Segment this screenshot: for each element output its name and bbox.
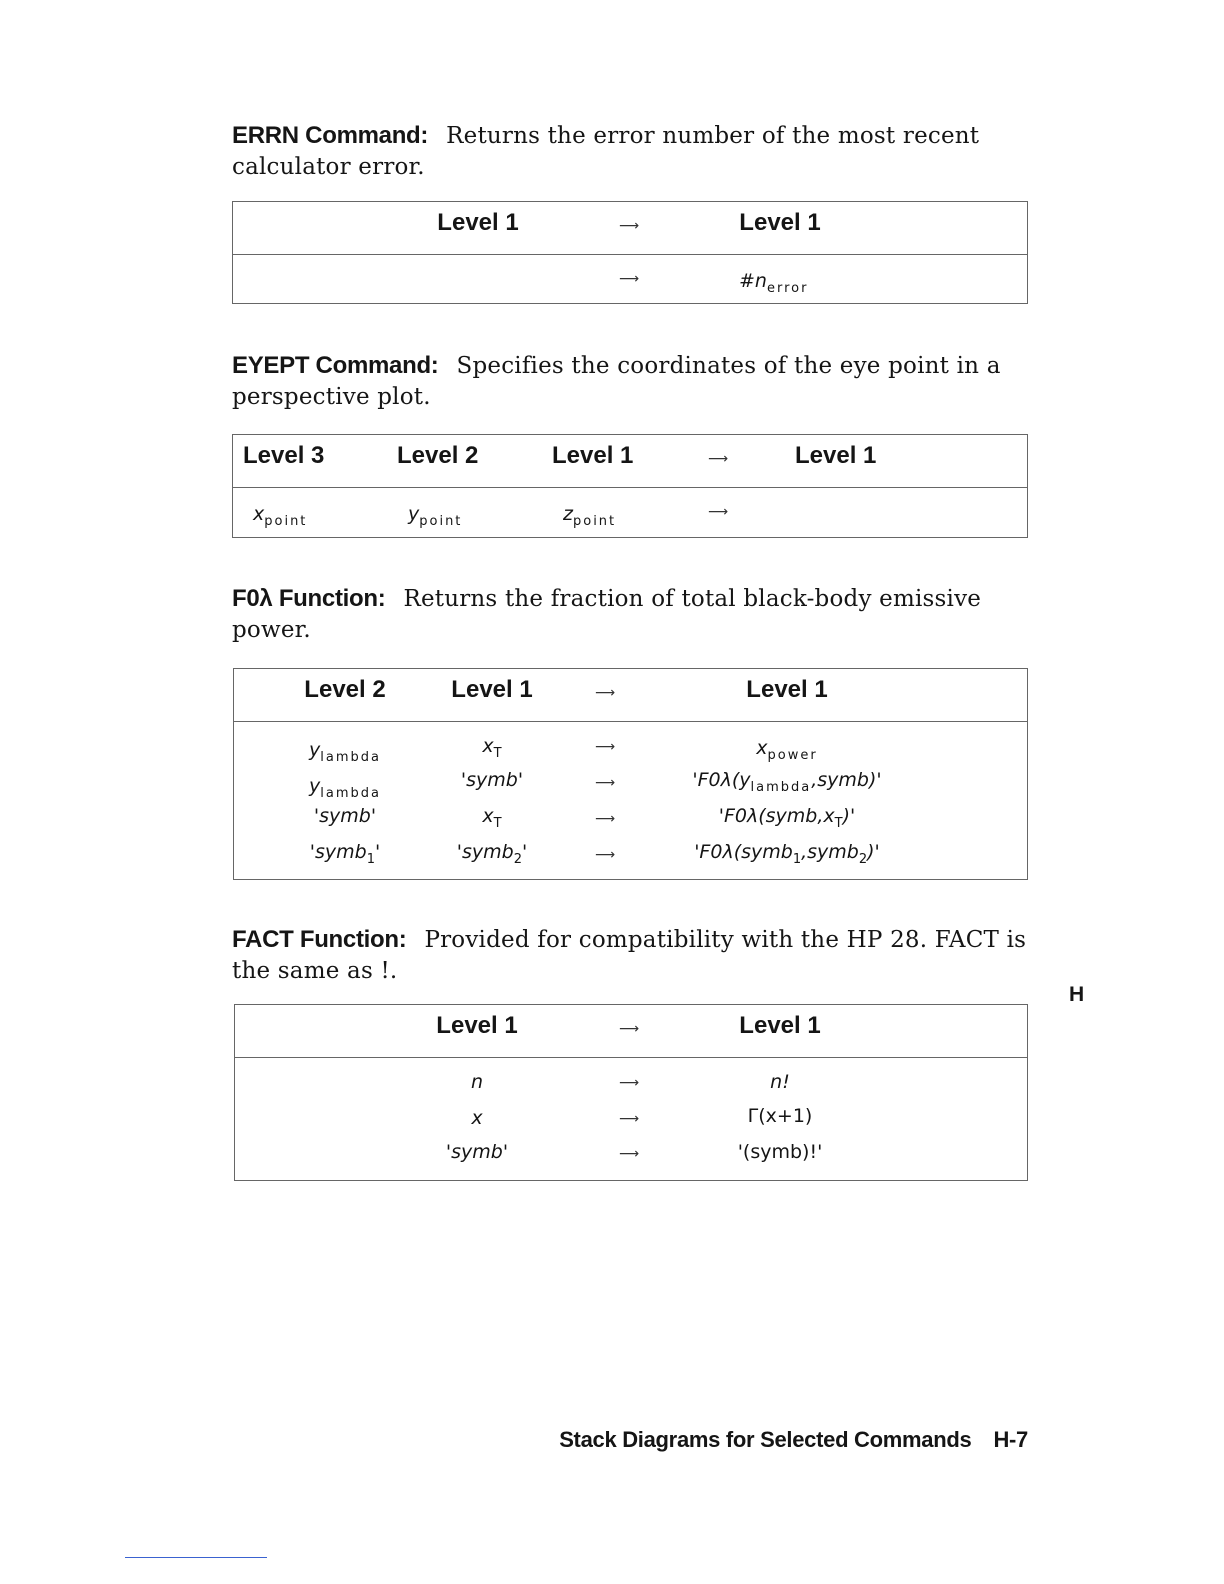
header-level-1-out: Level 1	[795, 442, 877, 469]
table-header-row	[233, 202, 1027, 255]
eyept-description: Specifies the coordinates of the eye point in a perspective plot.	[232, 353, 1001, 410]
table-row-3-level-2: 'symb'	[313, 805, 377, 827]
table-row-2-input: x	[471, 1107, 483, 1129]
eyept-z: $z_{point}$	[563, 503, 617, 529]
table-row-1-input: n	[470, 1071, 484, 1093]
fact-title: FACT Function:	[232, 926, 407, 953]
f0l-intro	[232, 583, 1028, 646]
table-header-row	[234, 669, 1027, 722]
arrow-icon: ⟶	[707, 504, 729, 520]
table-row-4-level-1: 'symb$_2$'	[456, 841, 528, 867]
table-row-4-output: 'F0λ(symb$_1$,symb$_2$)'	[694, 841, 880, 867]
eyept-title: EYEPT Command:	[232, 352, 439, 379]
table-row-3-input: 'symb'	[445, 1141, 509, 1163]
header-level-1-in: Level 1	[437, 209, 519, 236]
footer-title: Stack Diagrams for Selected Commands	[559, 1427, 972, 1452]
arrow-icon: ⟶	[594, 775, 616, 791]
table-row-2-level-1: 'symb'	[460, 769, 524, 791]
arrow-icon: ⟶	[594, 739, 616, 755]
table-row-1-output: n!	[770, 1071, 790, 1093]
arrow-icon: ⟶	[618, 1075, 640, 1091]
arrow-icon: ⟶	[594, 811, 616, 827]
errn-title: ERRN Command:	[232, 122, 429, 149]
header-level-2: Level 2	[397, 442, 479, 469]
table-row-2-output: Γ(x+1)	[747, 1105, 813, 1127]
f0l-title: F0λ Function:	[232, 585, 386, 612]
page-number: H-7	[993, 1427, 1028, 1452]
header-level-1-out: Level 1	[739, 1012, 821, 1039]
appendix-tab-label: H	[1069, 983, 1085, 1006]
f0l-stack-table	[233, 668, 1028, 880]
header-level-1-out: Level 1	[746, 676, 828, 703]
table-row-3-output: '$F0\lambda(symb,x_T)$'	[718, 805, 856, 831]
fact-description: Provided for compatibility with the HP 28. FACT is the same as !.	[232, 927, 1027, 984]
fact-stack-table	[234, 1004, 1028, 1181]
table-row-3-output: '(symb)!'	[737, 1141, 823, 1163]
header-level-1-in: Level 1	[552, 442, 634, 469]
errn-description: Returns the error number of the most recent calculator error.	[232, 123, 980, 180]
arrow-icon: ⟶	[618, 218, 640, 234]
errn-stack-table	[232, 201, 1028, 304]
arrow-icon: ⟶	[618, 1146, 640, 1162]
table-row-1-output: $x_{power}$	[756, 737, 818, 763]
table-row-2-output: '$F0\lambda(y_{lambda},symb)$'	[692, 769, 882, 795]
page-footer	[559, 1427, 1028, 1453]
table-row-4-level-2: 'symb$_1$'	[309, 841, 381, 867]
arrow-icon: ⟶	[594, 847, 616, 863]
eyept-intro	[232, 350, 1028, 413]
fact-section	[232, 924, 1028, 987]
table-row-3-level-1: $x_T$	[482, 805, 502, 831]
eyept-x: $x_{point}$	[253, 503, 308, 529]
arrow-icon: ⟶	[618, 271, 640, 287]
table-header-row	[235, 1005, 1027, 1058]
header-level-1-in: Level 1	[436, 1012, 518, 1039]
header-level-1-out: Level 1	[739, 209, 821, 236]
header-level-2: Level 2	[304, 676, 386, 703]
arrow-icon: ⟶	[594, 685, 616, 701]
arrow-icon: ⟶	[618, 1111, 640, 1127]
footer-divider	[125, 1557, 267, 1558]
table-row-2-level-2: $y_{lambda}$	[309, 775, 381, 801]
errn-intro	[232, 120, 1028, 183]
errn-output: $\#n_{error}$	[739, 270, 809, 296]
header-level-3: Level 3	[243, 442, 325, 469]
f0l-description: Returns the fraction of total black-body emissive power.	[232, 586, 982, 643]
eyept-stack-table	[232, 434, 1028, 538]
f0l-section	[232, 583, 1028, 646]
table-row-1-level-1: $x_T$	[482, 735, 502, 761]
header-level-1-in: Level 1	[451, 676, 533, 703]
eyept-section	[232, 350, 1028, 413]
arrow-icon: ⟶	[707, 451, 729, 467]
fact-intro	[232, 924, 1028, 987]
eyept-y: $y_{point}$	[408, 503, 463, 529]
errn-section	[232, 120, 1028, 183]
table-header-row	[233, 435, 1027, 488]
arrow-icon: ⟶	[618, 1021, 640, 1037]
table-row-1-level-2: $y_{lambda}$	[309, 739, 381, 765]
